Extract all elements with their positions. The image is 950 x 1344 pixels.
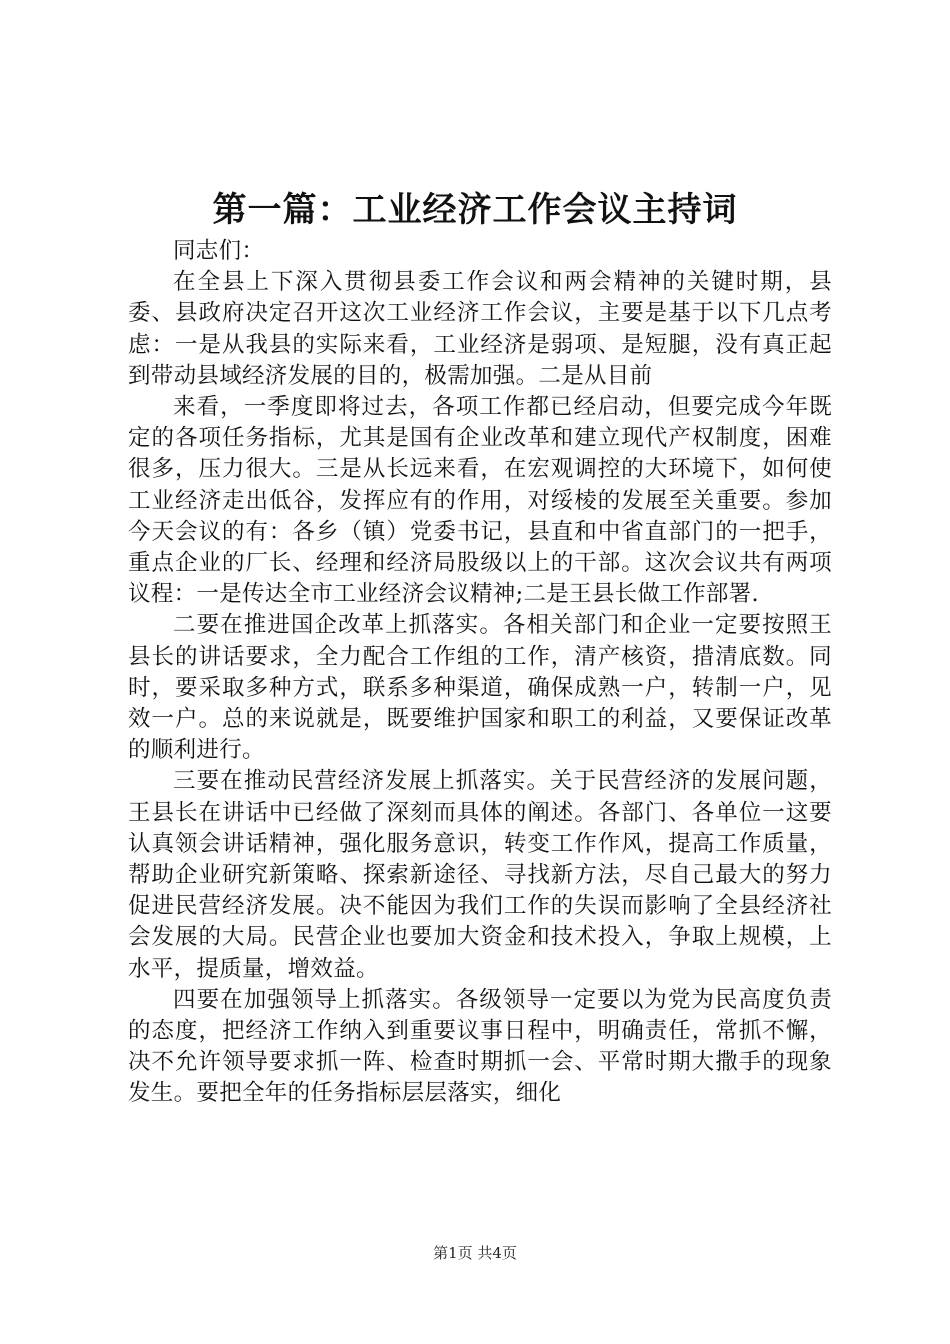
paragraph-3: 二要在推进国企改革上抓落实。各相关部门和企业一定要按照王县长的讲话要求，全力配合工作组的工作，清产核资，措清底数。同时，要采取多种方式，联系多种渠道，确保成熟一户，转制一户，见效一户。总的来说就是，既要维护国家和职工的利益，又要保证改革的顺利进行。: [128, 612, 832, 764]
paragraph-2: 来看，一季度即将过去，各项工作都已经启动，但要完成今年既定的各项任务指标，尤其是国有企业改革和建立现代产权制度，困难很多，压力很大。三是从长远来看，在宏观调控的大环境下，如何使工业经济走出低谷，发挥应有的作用，对绥棱的发展至关重要。参加今天会议的有：各乡（镇）党委书记，县直和中省直部门的一把手，重点企业的厂长、经理和经济局股级以上的干部。这次会议共有两项议程：一是传达全市工业经济会议精神;二是王县长做工作部署.: [128, 394, 832, 608]
paragraph-5: 四要在加强领导上抓落实。各级领导一定要以为党为民高度负责的态度，把经济工作纳入到重要议事日程中，明确责任，常抓不懈，决不允许领导要求抓一阵、检查时期抓一会、平常时期大撒手的现象发生。要把全年的任务指标层层落实，细化: [128, 986, 832, 1107]
paragraph-greeting: 同志们：: [173, 238, 265, 264]
document-body: [128, 236, 832, 1110]
paragraph-4: 三要在推动民营经济发展上抓落实。关于民营经济的发展问题，王县长在讲话中已经做了深刻而具体的阐述。各部门、各单位一这要认真领会讲话精神，强化服务意识，转变工作作风，提高工作质量，帮助企业研究新策略、探索新途径、寻找新方法，尽自己最大的努力促进民营经济发展。决不能因为我们工作的失误而影响了全县经济社会发展的大局。民营企业也要加大资金和技术投入，争取上规模，上水平，提质量，增效益。: [128, 768, 832, 982]
page-number-footer: 第1页 共4页: [433, 1244, 517, 1262]
document-title: 第一篇：工业经济工作会议主持词: [212, 190, 738, 230]
paragraph-1: 在全县上下深入贯彻县委工作会议和两会精神的关键时期，县委、县政府决定召开这次工业经济工作会议，主要是基于以下几点考虑：一是从我县的实际来看，工业经济是弱项、是短腿，没有真正起到带动县域经济发展的目的，极需加强。二是从目前: [128, 269, 832, 389]
